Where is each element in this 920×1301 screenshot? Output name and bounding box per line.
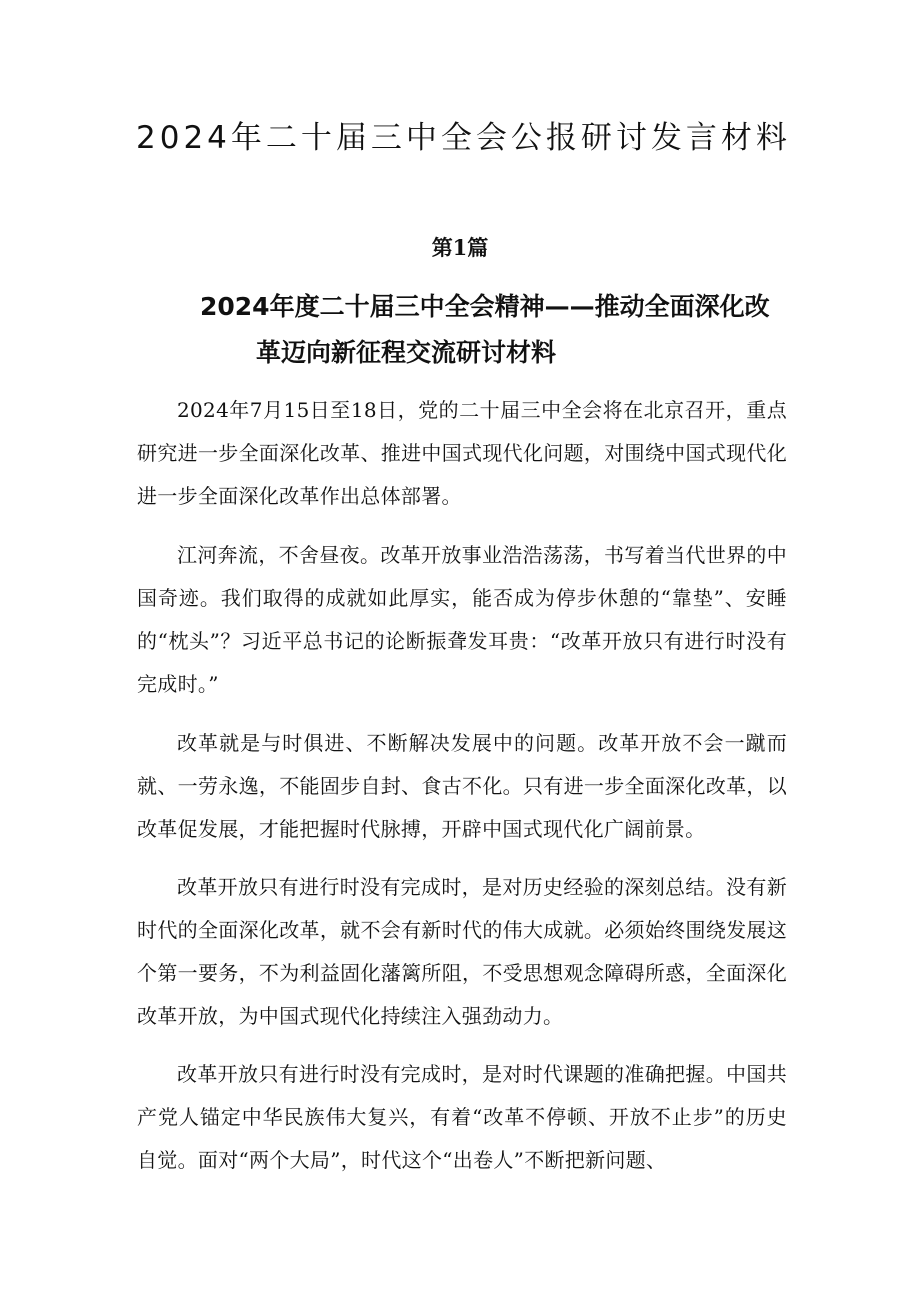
body-paragraph-1: 2024年7月15日至18日，党的二十届三中全会将在北京召开，重点研究进一步全面深化改革、推进中国式现代化问题，对围绕中国式现代化进一步全面深化改革作出总体部署。	[137, 398, 787, 508]
part-label: 第1篇	[431, 235, 489, 260]
body-paragraph-2: 江河奔流，不舍昼夜。改革开放事业浩浩荡荡，书写着当代世界的中国奇迹。我们取得的成就如此厚实，能否成为停步休憩的“靠垫”、安睡的“枕头”？习近平总书记的论断振聋发耳贵：“改革开放只有进行时没有完成时。”	[137, 543, 787, 696]
article-title-line-1: 2024年度二十届三中全会精神——推动全面深化改	[200, 292, 770, 321]
body-paragraph-4: 改革开放只有进行时没有完成时，是对历史经验的深刻总结。没有新时代的全面深化改革，就不会有新时代的伟大成就。必须始终围绕发展这个第一要务，不为利益固化藩篱所阻，不受思想观念障碍所惑，全面深化改革开放，为中国式现代化持续注入强劲动力。	[137, 875, 787, 1028]
body-paragraph-3: 改革就是与时俱进、不断解决发展中的问题。改革开放不会一蹴而就、一劳永逸，不能固步自封、食古不化。只有进一步全面深化改革，以改革促发展，才能把握时代脉搏，开辟中国式现代化广阔前景。	[137, 731, 787, 841]
body-paragraph-5: 改革开放只有进行时没有完成时，是对时代课题的准确把握。中国共产党人锚定中华民族伟大复兴，有着“改革不停顿、开放不止步”的历史自觉。面对“两个大局”，时代这个“出卷人”不断把新问题、	[137, 1062, 787, 1172]
article-title-line-2: 革迈向新征程交流研讨材料	[256, 338, 557, 367]
document-title: 2024年二十届三中全会公报研讨发言材料	[136, 120, 791, 156]
article-title	[200, 284, 800, 376]
